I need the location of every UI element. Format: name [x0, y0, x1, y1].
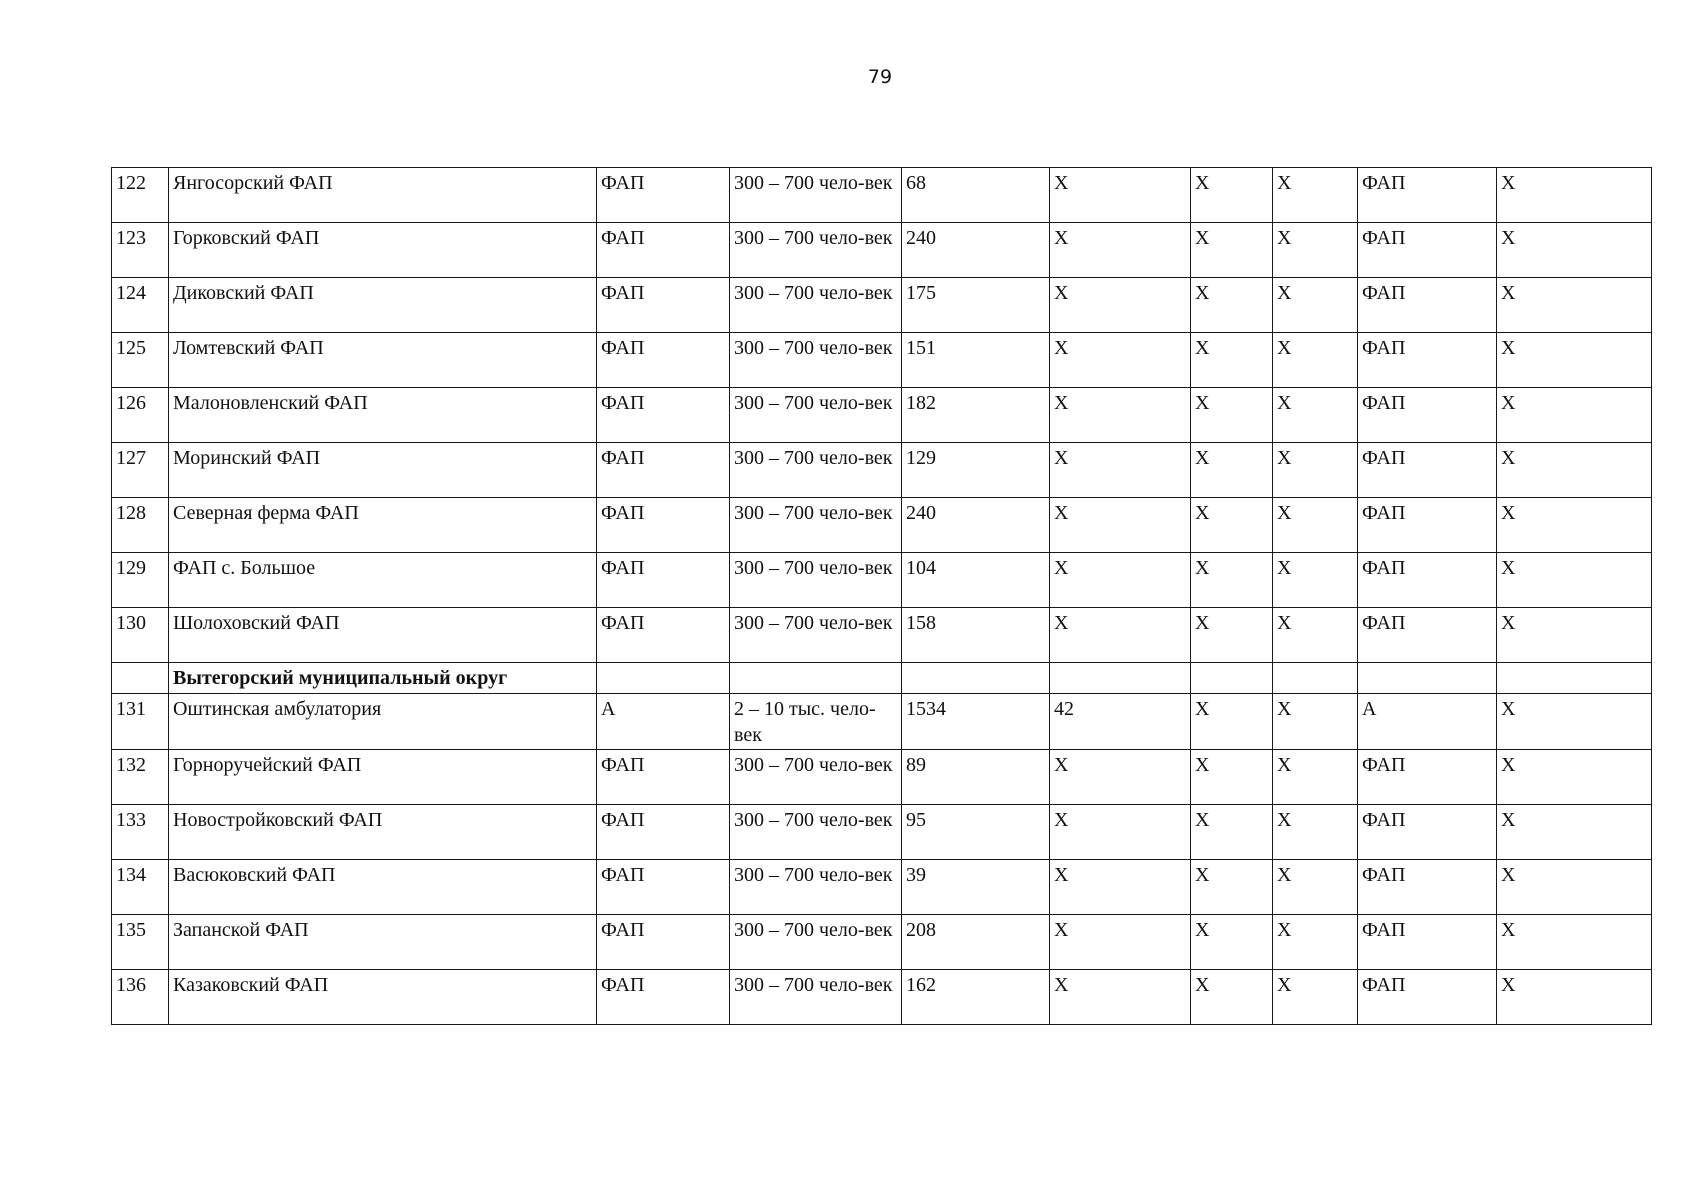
row-number-cell: 126: [112, 388, 169, 443]
row-number-cell: 128: [112, 498, 169, 553]
row-number-cell: 136: [112, 970, 169, 1025]
count-cell: 1534: [902, 694, 1050, 750]
count-cell: 240: [902, 223, 1050, 278]
section-row: [112, 663, 1652, 694]
column-7-cell: Х: [1273, 970, 1358, 1025]
population-range-cell: 300 – 700 чело-век: [730, 970, 902, 1025]
column-6-cell: Х: [1191, 970, 1273, 1025]
column-6-cell: Х: [1191, 860, 1273, 915]
column-5-cell: Х: [1050, 168, 1191, 223]
column-5-cell: Х: [1050, 970, 1191, 1025]
facility-type-cell: ФАП: [597, 860, 730, 915]
column-6-cell: Х: [1191, 443, 1273, 498]
column-9-cell: Х: [1497, 608, 1652, 663]
column-9-cell: Х: [1497, 750, 1652, 805]
column-8-cell: ФАП: [1358, 553, 1497, 608]
count-cell: 175: [902, 278, 1050, 333]
column-9-cell: Х: [1497, 168, 1652, 223]
count-cell: 151: [902, 333, 1050, 388]
column-7-cell: Х: [1273, 860, 1358, 915]
column-5-cell: Х: [1050, 553, 1191, 608]
count-cell: 158: [902, 608, 1050, 663]
column-5-cell: Х: [1050, 278, 1191, 333]
row-number-cell: 123: [112, 223, 169, 278]
column-6-cell: Х: [1191, 333, 1273, 388]
column-8-cell: ФАП: [1358, 443, 1497, 498]
column-5-cell: Х: [1050, 915, 1191, 970]
count-cell: 89: [902, 750, 1050, 805]
table-row: [112, 278, 1652, 333]
column-8-cell: ФАП: [1358, 750, 1497, 805]
section-empty-cell: [730, 663, 902, 694]
column-9-cell: Х: [1497, 694, 1652, 750]
population-range-cell: 300 – 700 чело-век: [730, 915, 902, 970]
facility-type-cell: ФАП: [597, 168, 730, 223]
table-row: [112, 223, 1652, 278]
facility-name-cell: Васюковский ФАП: [169, 860, 597, 915]
facility-name-cell: Моринский ФАП: [169, 443, 597, 498]
facility-type-cell: ФАП: [597, 223, 730, 278]
column-5-cell: Х: [1050, 608, 1191, 663]
column-7-cell: Х: [1273, 443, 1358, 498]
count-cell: 104: [902, 553, 1050, 608]
population-range-cell: 300 – 700 чело-век: [730, 608, 902, 663]
column-5-cell: 42: [1050, 694, 1191, 750]
column-9-cell: Х: [1497, 223, 1652, 278]
column-6-cell: Х: [1191, 805, 1273, 860]
table-row: [112, 498, 1652, 553]
column-7-cell: Х: [1273, 915, 1358, 970]
column-7-cell: Х: [1273, 388, 1358, 443]
facility-type-cell: ФАП: [597, 388, 730, 443]
population-range-cell: 300 – 700 чело-век: [730, 168, 902, 223]
facility-name-cell: Запанской ФАП: [169, 915, 597, 970]
count-cell: 129: [902, 443, 1050, 498]
facility-name-cell: Горноручейский ФАП: [169, 750, 597, 805]
column-7-cell: Х: [1273, 333, 1358, 388]
column-8-cell: ФАП: [1358, 860, 1497, 915]
facility-type-cell: ФАП: [597, 443, 730, 498]
column-7-cell: Х: [1273, 750, 1358, 805]
facility-name-cell: Янгосорский ФАП: [169, 168, 597, 223]
row-number-cell: 129: [112, 553, 169, 608]
row-number-cell: 133: [112, 805, 169, 860]
count-cell: 95: [902, 805, 1050, 860]
column-8-cell: ФАП: [1358, 278, 1497, 333]
section-title: Вытегорский муниципальный округ: [169, 663, 597, 694]
facility-type-cell: А: [597, 694, 730, 750]
table-row: [112, 970, 1652, 1025]
population-range-cell: 300 – 700 чело-век: [730, 388, 902, 443]
count-cell: 240: [902, 498, 1050, 553]
row-number-cell: 130: [112, 608, 169, 663]
column-7-cell: Х: [1273, 278, 1358, 333]
row-number-cell: 135: [112, 915, 169, 970]
column-8-cell: ФАП: [1358, 498, 1497, 553]
facility-name-cell: Оштинская амбулатория: [169, 694, 597, 750]
table-row: [112, 750, 1652, 805]
facility-type-cell: ФАП: [597, 750, 730, 805]
column-6-cell: Х: [1191, 608, 1273, 663]
table-row: [112, 860, 1652, 915]
facility-name-cell: ФАП с. Большое: [169, 553, 597, 608]
section-empty-cell: [1191, 663, 1273, 694]
facility-name-cell: Малоновленский ФАП: [169, 388, 597, 443]
column-9-cell: Х: [1497, 333, 1652, 388]
count-cell: 182: [902, 388, 1050, 443]
table-row: [112, 443, 1652, 498]
column-8-cell: ФАП: [1358, 333, 1497, 388]
population-range-cell: 2 – 10 тыс. чело-век: [730, 694, 902, 750]
column-6-cell: Х: [1191, 750, 1273, 805]
row-number-cell: 125: [112, 333, 169, 388]
column-6-cell: Х: [1191, 553, 1273, 608]
section-empty-cell: [112, 663, 169, 694]
population-range-cell: 300 – 700 чело-век: [730, 443, 902, 498]
facility-name-cell: Ломтевский ФАП: [169, 333, 597, 388]
column-5-cell: Х: [1050, 498, 1191, 553]
column-5-cell: Х: [1050, 443, 1191, 498]
facilities-table: [111, 167, 1652, 1025]
facility-name-cell: Горковский ФАП: [169, 223, 597, 278]
facility-name-cell: Новостройковский ФАП: [169, 805, 597, 860]
row-number-cell: 122: [112, 168, 169, 223]
section-empty-cell: [1273, 663, 1358, 694]
column-6-cell: Х: [1191, 498, 1273, 553]
row-number-cell: 124: [112, 278, 169, 333]
table-row: [112, 168, 1652, 223]
section-empty-cell: [597, 663, 730, 694]
column-6-cell: Х: [1191, 388, 1273, 443]
column-8-cell: ФАП: [1358, 805, 1497, 860]
row-number-cell: 132: [112, 750, 169, 805]
column-5-cell: Х: [1050, 805, 1191, 860]
population-range-cell: 300 – 700 чело-век: [730, 278, 902, 333]
column-6-cell: Х: [1191, 694, 1273, 750]
column-9-cell: Х: [1497, 443, 1652, 498]
column-8-cell: ФАП: [1358, 608, 1497, 663]
column-9-cell: Х: [1497, 915, 1652, 970]
facility-name-cell: Казаковский ФАП: [169, 970, 597, 1025]
column-6-cell: Х: [1191, 278, 1273, 333]
column-8-cell: ФАП: [1358, 970, 1497, 1025]
population-range-cell: 300 – 700 чело-век: [730, 750, 902, 805]
column-9-cell: Х: [1497, 970, 1652, 1025]
column-7-cell: Х: [1273, 498, 1358, 553]
column-7-cell: Х: [1273, 608, 1358, 663]
column-7-cell: Х: [1273, 168, 1358, 223]
column-9-cell: Х: [1497, 498, 1652, 553]
population-range-cell: 300 – 700 чело-век: [730, 860, 902, 915]
table-row: [112, 805, 1652, 860]
facility-type-cell: ФАП: [597, 333, 730, 388]
column-8-cell: ФАП: [1358, 388, 1497, 443]
population-range-cell: 300 – 700 чело-век: [730, 805, 902, 860]
column-6-cell: Х: [1191, 223, 1273, 278]
column-7-cell: Х: [1273, 223, 1358, 278]
section-empty-cell: [1358, 663, 1497, 694]
section-empty-cell: [902, 663, 1050, 694]
page-number: 79: [867, 66, 893, 88]
population-range-cell: 300 – 700 чело-век: [730, 553, 902, 608]
column-7-cell: Х: [1273, 694, 1358, 750]
count-cell: 208: [902, 915, 1050, 970]
row-number-cell: 134: [112, 860, 169, 915]
facility-type-cell: ФАП: [597, 915, 730, 970]
column-8-cell: ФАП: [1358, 915, 1497, 970]
table-row: [112, 553, 1652, 608]
count-cell: 68: [902, 168, 1050, 223]
column-5-cell: Х: [1050, 223, 1191, 278]
column-8-cell: А: [1358, 694, 1497, 750]
table-row: [112, 388, 1652, 443]
facility-type-cell: ФАП: [597, 608, 730, 663]
table-row: [112, 915, 1652, 970]
count-cell: 162: [902, 970, 1050, 1025]
facility-type-cell: ФАП: [597, 970, 730, 1025]
facility-type-cell: ФАП: [597, 553, 730, 608]
facility-type-cell: ФАП: [597, 805, 730, 860]
column-9-cell: Х: [1497, 278, 1652, 333]
row-number-cell: 131: [112, 694, 169, 750]
column-8-cell: ФАП: [1358, 168, 1497, 223]
facility-name-cell: Северная ферма ФАП: [169, 498, 597, 553]
population-range-cell: 300 – 700 чело-век: [730, 223, 902, 278]
column-9-cell: Х: [1497, 388, 1652, 443]
column-9-cell: Х: [1497, 860, 1652, 915]
column-9-cell: Х: [1497, 553, 1652, 608]
facility-type-cell: ФАП: [597, 278, 730, 333]
facility-name-cell: Шолоховский ФАП: [169, 608, 597, 663]
table-row: [112, 694, 1652, 750]
column-7-cell: Х: [1273, 805, 1358, 860]
section-empty-cell: [1497, 663, 1652, 694]
facility-name-cell: Диковский ФАП: [169, 278, 597, 333]
table-body: [112, 168, 1652, 1025]
column-6-cell: Х: [1191, 915, 1273, 970]
column-5-cell: Х: [1050, 388, 1191, 443]
column-5-cell: Х: [1050, 860, 1191, 915]
column-8-cell: ФАП: [1358, 223, 1497, 278]
count-cell: 39: [902, 860, 1050, 915]
population-range-cell: 300 – 700 чело-век: [730, 333, 902, 388]
row-number-cell: 127: [112, 443, 169, 498]
section-empty-cell: [1050, 663, 1191, 694]
table-row: [112, 333, 1652, 388]
table-row: [112, 608, 1652, 663]
column-5-cell: Х: [1050, 750, 1191, 805]
column-9-cell: Х: [1497, 805, 1652, 860]
column-5-cell: Х: [1050, 333, 1191, 388]
column-7-cell: Х: [1273, 553, 1358, 608]
population-range-cell: 300 – 700 чело-век: [730, 498, 902, 553]
column-6-cell: Х: [1191, 168, 1273, 223]
facility-type-cell: ФАП: [597, 498, 730, 553]
